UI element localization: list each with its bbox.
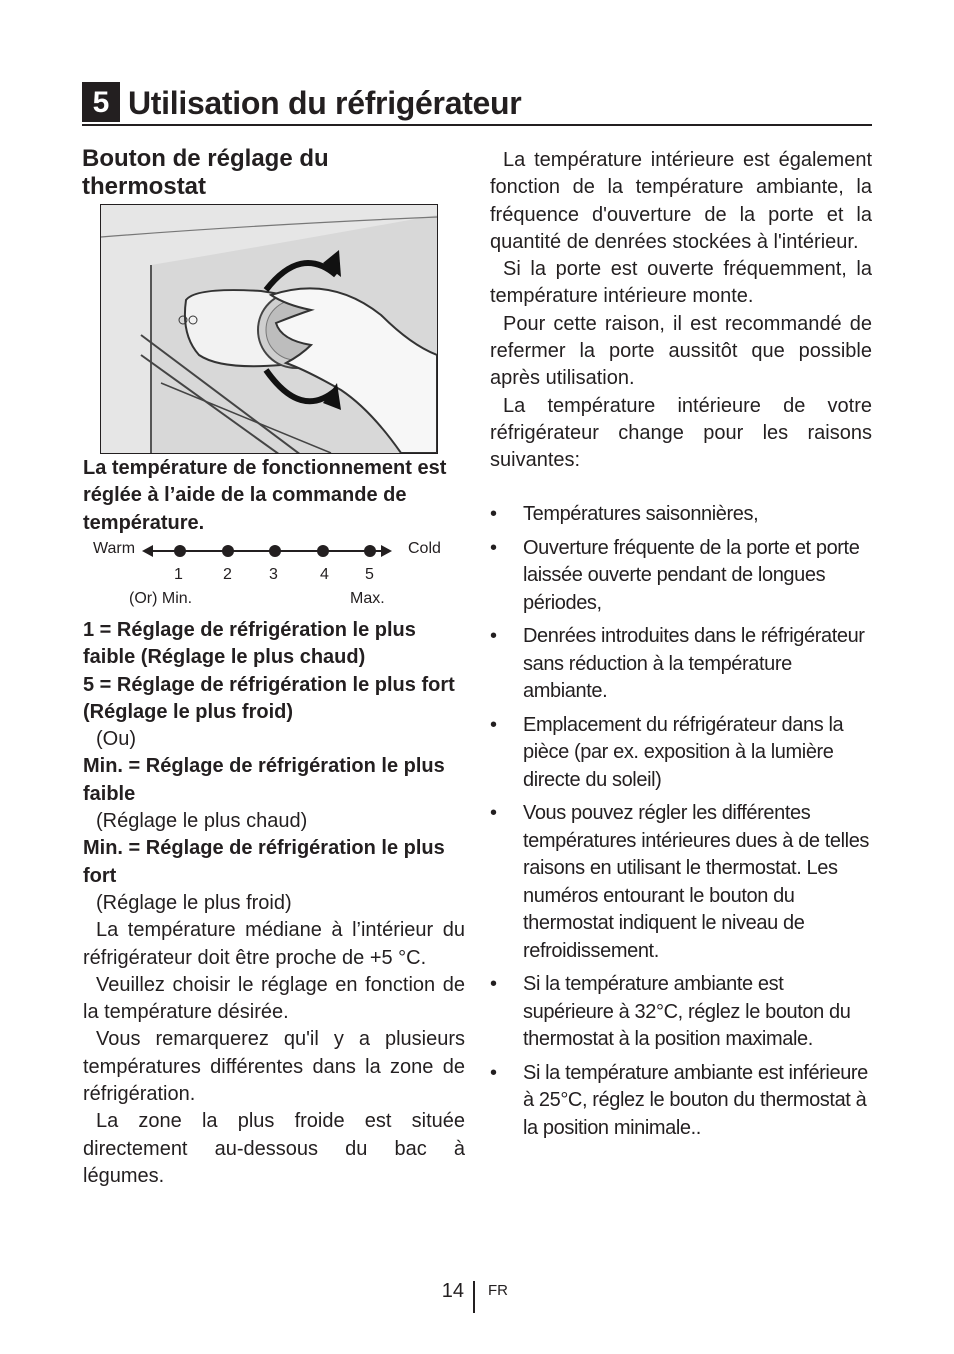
section-header <box>82 82 872 126</box>
left-column-text <box>83 617 465 1190</box>
bullet-icon: • <box>490 503 497 525</box>
min-weak-note: (Réglage le plus chaud) <box>96 810 308 833</box>
setting-5-text: 5 = Réglage de réfrigération le plus fort (Réglage le plus froid) <box>83 673 455 723</box>
min-weak-text: Min. = Réglage de réfrigération le plus faible <box>83 755 445 805</box>
thermostat-illustration <box>100 204 438 454</box>
intro-text: La température de fonctionnement est réglée à l’aide de la commande de température. <box>83 457 447 534</box>
min-strong-note: (Réglage le plus froid) <box>96 891 292 914</box>
bullet-icon: • <box>490 625 497 647</box>
footer-divider <box>473 1281 475 1313</box>
subheading: Bouton de réglage du thermostat <box>82 145 329 200</box>
scale-min-label: (Or) Min. <box>129 590 193 607</box>
page-number: 14 <box>441 1280 464 1302</box>
coldest-zone-paragraph: La zone la plus froide est située directement au-dessous du bac à légumes. <box>83 1110 465 1187</box>
scale-max-label: Max. <box>350 590 385 607</box>
bullet-icon: • <box>490 713 497 736</box>
scale-line <box>142 543 392 559</box>
list-item: • Emplacement du réfrigérateur dans la pièce (par ex. exposition à la lumière directe du soleil) <box>490 713 844 791</box>
cold-label: Cold <box>408 540 441 557</box>
scale-number-3: 3 <box>269 566 278 583</box>
multiple-temperatures-paragraph: Vous remarquerez qu'il y a plusieurs températures différentes dans la zone de réfrigération. <box>83 1028 465 1106</box>
list-item: • Si la température ambiante est supérieure à 32°C, réglez le bouton du thermostat à la position maximale. <box>490 973 851 1050</box>
list-item: • Denrées introduites dans le réfrigérateur sans réduction à la température ambiante. <box>490 625 865 702</box>
scale-number-4: 4 <box>320 566 329 583</box>
section-title: Utilisation du réfrigérateur <box>128 85 522 121</box>
setting-1-text: 1 = Réglage de réfrigération le plus faible (Réglage le plus chaud) <box>83 619 416 669</box>
bullet-icon: • <box>490 536 497 559</box>
ambient-temperature-paragraph: La température intérieure est également fonction de la température ambiante, la fréquence d'ouverture de la porte et la quantité de denrées stockées à l'intérieur. <box>490 149 872 253</box>
choose-setting-paragraph: Veuillez choisir le réglage en fonction de la température désirée. <box>83 973 465 1024</box>
warm-label: Warm <box>93 540 136 557</box>
bullet-icon: • <box>490 802 497 824</box>
bullet-icon: • <box>490 973 497 995</box>
median-temperature-paragraph: La température médiane à l’intérieur du réfrigérateur doit être proche de +5 °C. <box>83 919 465 969</box>
close-door-paragraph: Pour cette raison, il est recommandé de refermer la porte aussitôt que possible après utilisation. <box>490 312 872 390</box>
door-open-paragraph: Si la porte est ouverte fréquemment, la température intérieure monte. <box>490 258 872 308</box>
list-item: • Températures saisonnières, <box>490 501 872 529</box>
bullet-icon: • <box>490 1061 497 1084</box>
list-item: • Vous pouvez régler les différentes températures intérieures dues à de telles raisons en utilisant le thermostat. Les numéros entourant le bouton du thermostat indiquent le niveau de refroidissement. <box>490 802 870 962</box>
thermostat-drawing <box>101 205 437 453</box>
section-number: 5 <box>82 82 120 122</box>
scale-number-5: 5 <box>365 566 374 583</box>
scale-number-2: 2 <box>223 566 232 583</box>
list-item: • Ouverture fréquente de la porte et porte laissée ouverte pendant de longues périodes, <box>490 536 860 614</box>
min-strong-text: Min. = Réglage de réfrigération le plus fort <box>83 837 445 887</box>
or-text: (Ou) <box>96 728 136 751</box>
reasons-intro-paragraph: La température intérieure de votre réfrigérateur change pour les raisons suivantes: <box>490 394 872 472</box>
list-item: • Si la température ambiante est inférieure à 25°C, réglez le bouton du thermostat à la position minimale.. <box>490 1061 868 1139</box>
reasons-list <box>490 501 872 1142</box>
scale-number-1: 1 <box>174 566 183 583</box>
language-code: FR <box>488 1282 508 1299</box>
temperature-scale <box>84 537 464 615</box>
right-column-text <box>490 147 872 475</box>
